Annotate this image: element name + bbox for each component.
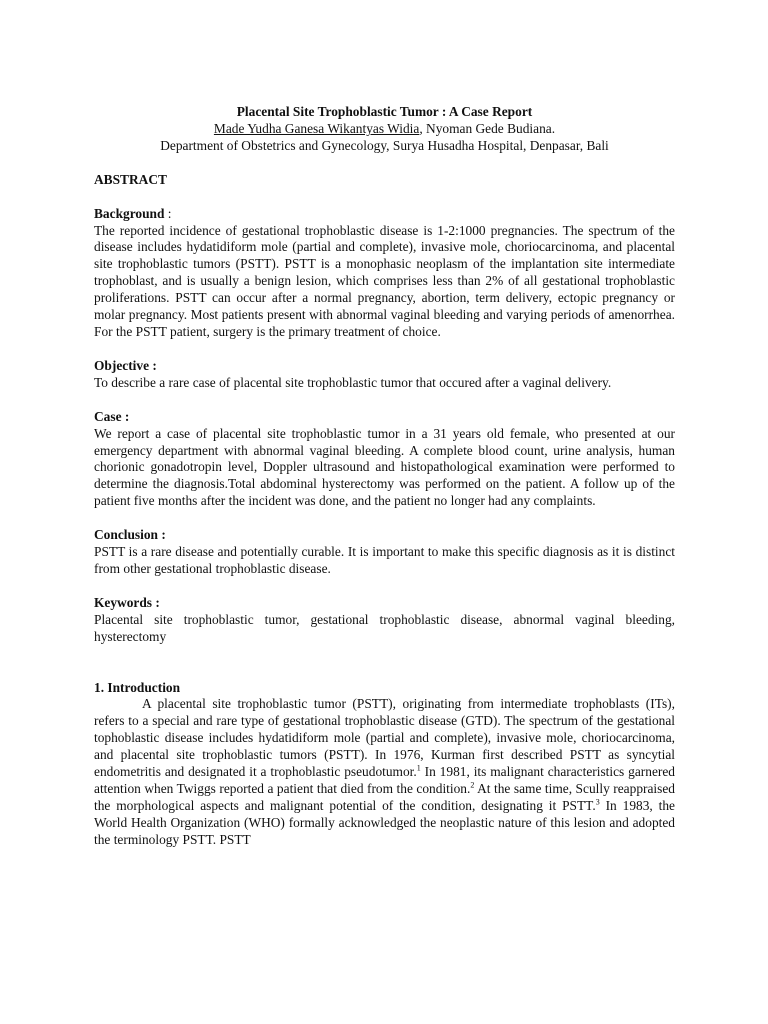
case-text: We report a case of placental site trophoblastic tumor in a 31 years old female, who presented at our emergency department with abnormal vaginal bleeding. A complete blood count, urine analysis, human chorionic gonadotropin level, Doppler ultrasound and histopathological examination were performed to determine the diagnosis.Total abdominal hysterectomy was performed on the patient. A follow up of the patient five months after the incident was done, and the patient no longer had any complaints. [94,425,675,509]
conclusion-heading: Conclusion : [94,527,166,543]
intro-text-part-4: In 1983, the World Health Organization (WHO) formally acknowledged the neoplastic nature of this lesion and adopted the terminology PSTT. PSTT [94,797,675,847]
background-heading-line [94,206,675,223]
affiliation: Department of Obstetrics and Gynecology, Surya Husadha Hospital, Denpasar, Bali [160,137,609,153]
reference-2: 2 [470,780,475,790]
intro-text-part-3: At the same time, Scully reappraised the morphological aspects and malignant potential of the condition, designating it PSTT. [94,781,675,813]
authors-line [94,121,675,138]
conclusion-section [94,527,675,578]
background-heading: Background [94,205,165,221]
co-authors: , Nyoman Gede Budiana. [419,120,556,136]
keywords-section [94,595,675,646]
objective-heading: Objective : [94,357,157,373]
intro-text-part-2: In 1981, its malignant characteristics garnered attention when Twiggs reported a patient that died from the condition. [94,764,675,796]
case-section [94,409,675,510]
title-block [94,104,675,155]
document-content [94,104,675,849]
reference-3: 3 [595,797,600,807]
keywords-text: Placental site trophoblastic tumor, gestational trophoblastic disease, abnormal vaginal bleeding, hysterectomy [94,611,675,644]
introduction-heading: 1. Introduction [94,679,181,695]
corresponding-author: Made Yudha Ganesa Wikantyas Widia [213,120,420,136]
background-colon: : [164,205,172,221]
case-heading: Case : [94,408,130,424]
reference-1: 1 [416,763,421,773]
objective-text: To describe a rare case of placental site trophoblastic tumor that occured after a vaginal delivery. [94,374,612,390]
background-text: The reported incidence of gestational trophoblastic disease is 1-2:1000 pregnancies. The spectrum of the disease includes hydatidiform mole (partial and complete), invasive mole, choriocarcinoma, and placental site trophoblastic tumors (PSTT). PSTT is a monophasic neoplasm of the implantation site intermediate trophoblast, and is usually a benign lesion, which comprises less than 2% of all gestational trophoblastic proliferations. PSTT can occur after a normal pregnancy, abortion, term delivery, ectopic pregnancy or molar pregnancy. Most patients present with abnormal vaginal bleeding and varying periods of amenorrhea. For the PSTT patient, surgery is the primary treatment of choice. [94,222,675,339]
introduction-paragraph [94,696,675,848]
keywords-heading: Keywords : [94,594,160,610]
intro-text-part-1: A placental site trophoblastic tumor (PSTT), originating from intermediate trophoblasts (ITs), refers to a special and rare type of gestational trophoblastic disease (GTD). The spectrum of the gestational tophoblastic disease includes hydatidiform mole (partial and complete), invasive mole, choriocarcinoma, and placental site trophoblastic tumors (PSTT). In 1976, Kurman first described PSTT as syncytial endometritis and designated it a trophoblastic pseudotumor. [94,696,675,780]
background-section [94,206,675,341]
abstract-heading: ABSTRACT [94,171,167,187]
paper-title: Placental Site Trophoblastic Tumor : A Case Report [236,104,533,119]
conclusion-text: PSTT is a rare disease and potentially curable. It is important to make this specific diagnosis as it is distinct from other gestational trophoblastic disease. [94,544,675,576]
objective-section [94,358,675,392]
